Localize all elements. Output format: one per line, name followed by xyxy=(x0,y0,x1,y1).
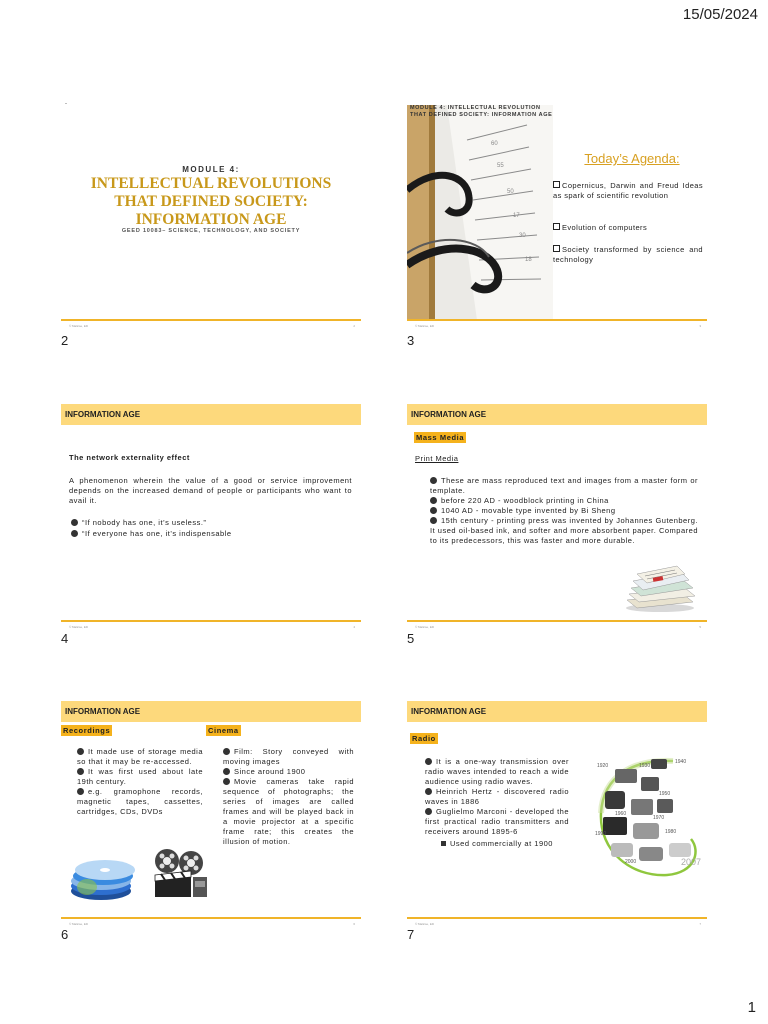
quote-bullet: “If nobody has one, it’s useless.” xyxy=(71,518,206,528)
year-label: 1930 xyxy=(639,763,651,769)
checkbox-icon xyxy=(553,181,560,188)
recordings-bullet: It was first used about late 19th century. xyxy=(77,767,203,786)
slide-6 xyxy=(61,695,361,927)
media-bullet: before 220 AD - woodblock printing in China xyxy=(430,496,698,506)
slide-mark: - xyxy=(65,101,67,107)
slide-header xyxy=(407,404,707,425)
agenda-title: Today’s Agenda: xyxy=(584,151,680,166)
checkbox-icon xyxy=(553,245,560,252)
slide-label: 5 xyxy=(407,631,415,646)
footer-credit: © Malicse, ED xyxy=(69,922,89,926)
footer-rule xyxy=(407,917,707,919)
footer-rule xyxy=(407,620,707,622)
section-tag-cinema: Cinema xyxy=(208,726,239,735)
agenda-item xyxy=(553,181,703,201)
cinema-bullet: Since around 1900 xyxy=(223,767,354,777)
slide-3 xyxy=(407,97,707,329)
caption-line: MODULE 4: INTELLECTUAL REVOLUTION xyxy=(410,105,541,111)
film-reel-clapper-image xyxy=(147,847,213,903)
media-bullet: 15th century - printing press was invented by Johannes Gutenberg. It used oil-based ink, and softer and more absorbent paper. Compared to its predecessors, this was faster and more durable. xyxy=(430,516,698,545)
year-label: 1980 xyxy=(665,829,677,835)
slide-7 xyxy=(407,695,707,927)
section-tag-recordings: Recordings xyxy=(63,726,111,735)
spiral-notebook-image xyxy=(407,105,553,320)
svg-text:18: 18 xyxy=(525,257,532,263)
slide-5 xyxy=(407,398,707,630)
radio-bullet: Heinrich Hertz - discovered radio waves in 1886 xyxy=(425,787,569,806)
radio-sub-bullet: Used commercially at 1900 xyxy=(441,839,569,849)
section-tag: Mass Media xyxy=(416,433,465,442)
slide-label: 4 xyxy=(61,631,69,646)
footer-slide-number: 4 xyxy=(353,625,355,629)
svg-text:60: 60 xyxy=(491,141,498,147)
footer-rule xyxy=(61,319,361,321)
cinema-bullets xyxy=(223,747,354,847)
media-bullet: These are mass reproduced text and images from a master form or template. xyxy=(430,476,698,495)
slide-header xyxy=(61,701,361,722)
section-tag: Radio xyxy=(412,734,436,743)
slide-label: 2 xyxy=(61,333,69,348)
footer-slide-number: 5 xyxy=(699,625,701,629)
year-label: 1990 xyxy=(595,831,607,837)
year-label: 1940 xyxy=(675,759,687,765)
year-label: 1920 xyxy=(597,763,609,769)
year-label: 1950 xyxy=(659,791,671,797)
year-label: 1960 xyxy=(615,811,627,817)
footer-credit: © Malicse, ED xyxy=(415,625,435,629)
agenda-item-text: Evolution of computers xyxy=(562,223,648,232)
title-line: INFORMATION AGE xyxy=(135,211,287,228)
checkbox-icon xyxy=(553,223,560,230)
slide-label: 7 xyxy=(407,927,415,942)
definition-paragraph: A phenomenon wherein the value of a good or service improvement depends on the increased demand of people or participants who want to avail it. xyxy=(69,476,352,505)
page-number: 1 xyxy=(747,999,756,1016)
module-label: MODULE 4: xyxy=(182,165,240,174)
print-date: 15/05/2024 xyxy=(682,6,758,23)
year-label: 1970 xyxy=(653,815,665,821)
footer-slide-number: 2 xyxy=(353,324,355,328)
footer-credit: © Malicse, ED xyxy=(69,324,89,328)
media-bullet: 1040 AD - movable type invented by Bi Sheng xyxy=(430,506,698,516)
slide-label: 6 xyxy=(61,927,69,942)
slide-subtitle: The network externality effect xyxy=(69,453,190,462)
year-label: 2007 xyxy=(681,857,702,867)
footer-credit: © Malicse, ED xyxy=(415,922,435,926)
radio-bullet: It is a one-way transmission over radio waves intended to reach a wide audience using radio waves. xyxy=(425,757,569,786)
year-label: 2000 xyxy=(625,859,637,865)
slide-4 xyxy=(61,398,361,630)
slide-header xyxy=(61,404,361,425)
recordings-bullets xyxy=(77,747,203,817)
slide-header-text: INFORMATION AGE xyxy=(65,707,141,716)
slide-label: 3 xyxy=(407,333,415,348)
footer-credit: © Malicse, ED xyxy=(415,324,435,328)
subsection-heading: Print Media xyxy=(415,454,459,463)
agenda-item-text: Copernicus, Darwin and Freud Ideas as spark of scientific revolution xyxy=(553,181,703,200)
quote-bullet: “If everyone has one, it’s indispensable xyxy=(71,529,232,539)
recordings-bullet: It made use of storage media so that it may be re-accessed. xyxy=(77,747,203,766)
footer-rule xyxy=(407,319,707,321)
title-line: INTELLECTUAL REVOLUTIONS xyxy=(90,175,332,192)
radio-bullets xyxy=(425,757,569,849)
slide-caption xyxy=(410,105,552,119)
slide-title xyxy=(71,175,351,229)
footer-slide-number: 6 xyxy=(353,922,355,926)
recordings-bullet: e.g. gramophone records, magnetic tapes, cassettes, cartridges, CDs, DVDs xyxy=(77,787,203,816)
svg-text:50: 50 xyxy=(507,189,514,195)
slide-header-text: INFORMATION AGE xyxy=(411,410,487,419)
footer-slide-number: 3 xyxy=(699,324,701,328)
slide-2 xyxy=(61,97,361,329)
slide-header-text: INFORMATION AGE xyxy=(411,707,487,716)
footer-rule xyxy=(61,620,361,622)
caption-line: THAT DEFINED SOCIETY: INFORMATION AGE xyxy=(410,112,553,118)
slide-header-text: INFORMATION AGE xyxy=(65,410,141,419)
footer-slide-number: 7 xyxy=(699,922,701,926)
svg-text:55: 55 xyxy=(497,163,504,169)
cinema-bullet: Movie cameras take rapid sequence of photographs; the series of images are called frames and will be played back in a movie projector at a specific frame rate; this creates the illusion of motion. xyxy=(223,777,354,846)
cd-stack-image xyxy=(67,849,139,901)
footer-credit: © Malicse, ED xyxy=(69,625,89,629)
agenda-item-text: Society transformed by science and technology xyxy=(553,245,703,264)
newspaper-stack-image xyxy=(623,564,697,612)
svg-text:17: 17 xyxy=(513,213,520,219)
course-code: GEED 10083– SCIENCE, TECHNOLOGY, AND SOCIETY xyxy=(121,228,301,234)
radio-bullet: Guglielmo Marconi - developed the first practical radio transmitters and receivers around 1895-6 xyxy=(425,807,569,836)
slide-header xyxy=(407,701,707,722)
svg-text:30: 30 xyxy=(519,233,526,239)
notebook-photo xyxy=(407,105,553,320)
footer-rule xyxy=(61,917,361,919)
title-line: THAT DEFINED SOCIETY: xyxy=(114,193,308,210)
agenda-item xyxy=(553,223,703,233)
media-bullets xyxy=(430,476,698,546)
cinema-bullet: Film: Story conveyed with moving images xyxy=(223,747,354,766)
radio-evolution-collage xyxy=(595,755,705,885)
agenda-item xyxy=(553,245,703,265)
